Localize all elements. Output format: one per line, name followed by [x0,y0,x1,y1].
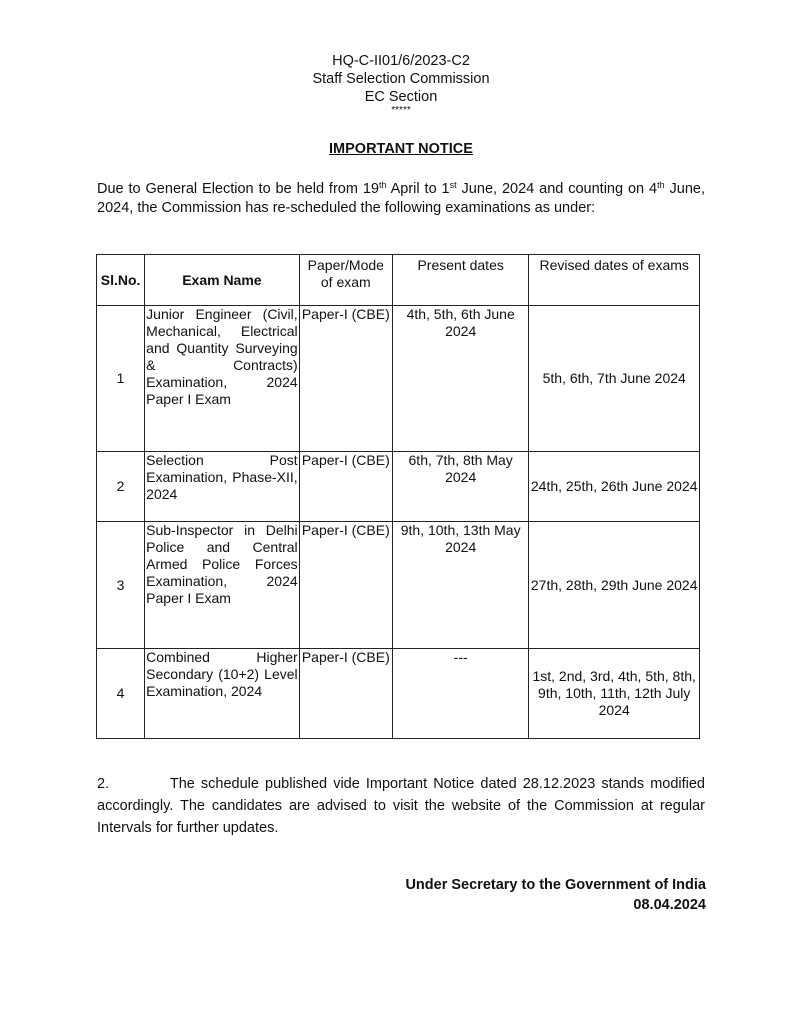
signatory-designation: Under Secretary to the Government of India [405,877,706,893]
cell-revised-dates: 24th, 25th, 26th June 2024 [529,452,700,522]
followup-paragraph: 2. The schedule published vide Important Notice dated 28.12.2023 stands modified accordingly. The candidates are advised to visit the website of the Commission at regular Intervals for further updates. [97,776,705,836]
cell-present-dates: 4th, 5th, 6th June 2024 [392,306,528,452]
intro-sup-1: th [378,180,387,190]
cell-exam-name: Combined Higher Secondary (10+2) Level Examination, 2024 [145,649,300,739]
cell-exam-name: Selection Post Examination, Phase-XII, 2024 [145,452,300,522]
cell-revised-dates: 1st, 2nd, 3rd, 4th, 5th, 8th, 9th, 10th, 11th, 12th July 2024 [529,649,700,739]
cell-mode: Paper-I (CBE) [299,306,392,452]
cell-present-dates: 9th, 10th, 13th May 2024 [392,522,528,649]
intro-paragraph [97,180,705,218]
cell-sl: 1 [97,306,145,452]
cell-present-dates: --- [392,649,528,739]
cell-sl: 3 [97,522,145,649]
section-name: EC Section [364,89,438,105]
cell-mode: Paper-I (CBE) [299,522,392,649]
intro-text-2: April to 1 [386,181,450,197]
cell-mode: Paper-I (CBE) [299,452,392,522]
intro-text-4: June, 2024, the Commission has re-scheduled the following examinations as under: [97,181,705,216]
exam-schedule-table [96,254,700,739]
table-row [97,649,700,739]
col-header-mode: Paper/Mode of exam [299,255,392,306]
col-header-present-dates: Present dates [392,255,528,306]
cell-present-dates: 6th, 7th, 8th May 2024 [392,452,528,522]
intro-sup-3: th [657,180,665,190]
document-header [0,52,802,116]
cell-sl: 2 [97,452,145,522]
table-row [97,452,700,522]
signature-date: 08.04.2024 [633,897,706,913]
cell-revised-dates: 27th, 28th, 29th June 2024 [529,522,700,649]
cell-mode: Paper-I (CBE) [299,649,392,739]
col-header-exam-name: Exam Name [145,255,300,306]
col-header-sl: Sl.No. [97,255,145,306]
intro-text-3: June, 2024 and counting on 4 [456,181,658,197]
cell-exam-name: Sub-Inspector in Delhi Police and Central Armed Police Forces Examination, 2024 Paper I Exam [145,522,300,649]
intro-text-1: Due to General Election to be held from 19 [97,181,379,197]
cell-revised-dates: 5th, 6th, 7th June 2024 [529,306,700,452]
cell-exam-name: Junior Engineer (Civil, Mechanical, Electrical and Quantity Surveying & Contracts) Examination, 2024 Paper I Exam [145,306,300,452]
reference-number: HQ-C-II01/6/2023-C2 [332,53,470,69]
table-row [97,306,700,452]
col-header-revised-dates: Revised dates of exams [529,255,700,306]
organization-name: Staff Selection Commission [312,71,490,87]
cell-sl: 4 [97,649,145,739]
table-row [97,522,700,649]
intro-sup-2: st [449,180,457,190]
signature-block [405,875,706,915]
notice-title: IMPORTANT NOTICE [329,141,473,157]
header-stars: ***** [391,105,411,116]
table-header-row [97,255,700,306]
